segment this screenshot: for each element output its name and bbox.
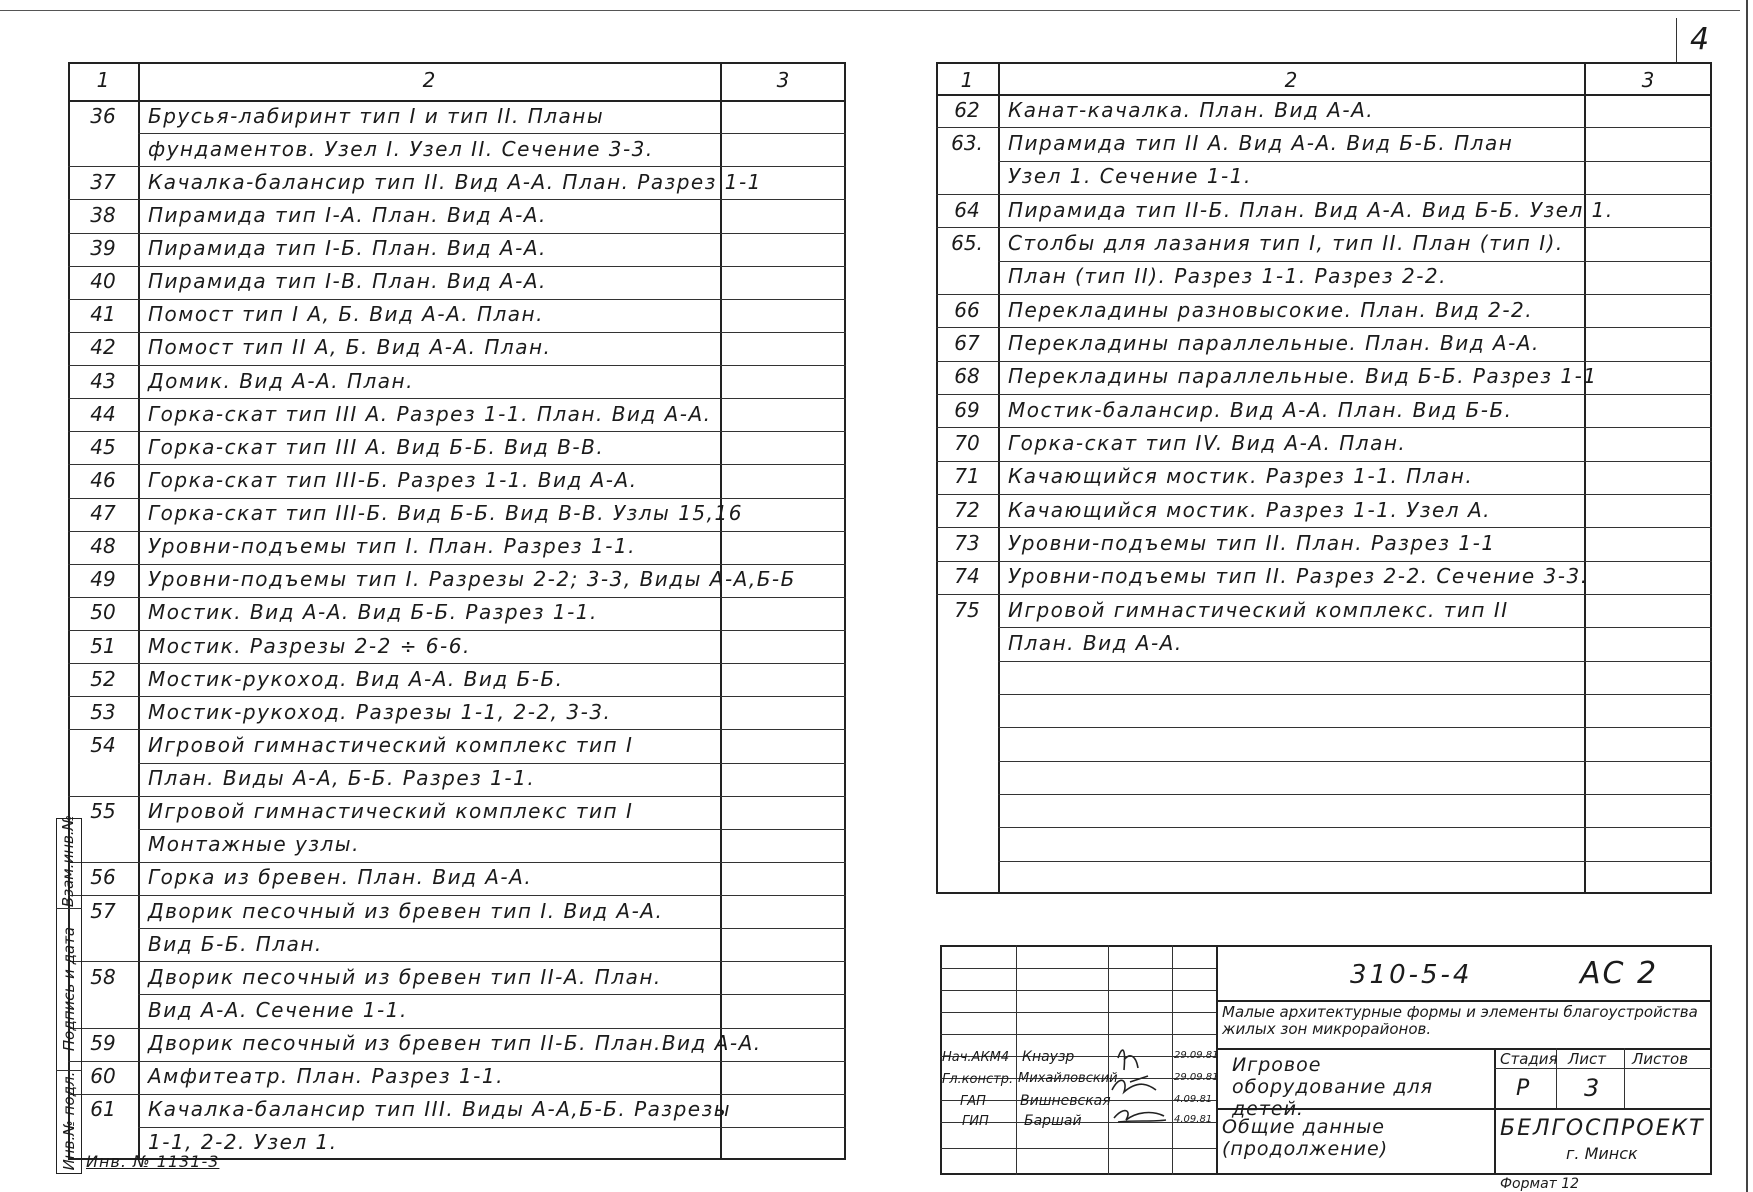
row-description: Помост тип II А, Б. Вид А-А. План. [148,335,552,360]
row-description: Мостик. Вид А-А. Вид Б-Б. Разрез 1-1. [148,600,598,625]
row-description: Дворик песочный из бревен тип I. Вид А-А. [148,898,664,923]
row-description: Канат-качалка. План. Вид А-А. [1008,97,1375,122]
row-number: 62 [954,97,980,122]
row-number: 68 [954,364,980,389]
row-description: Игровой гимнастический комплекс тип I [148,799,634,824]
row-description: План. Вид А-А. [1008,631,1183,655]
row-description: Столбы для лазания тип I, тип II. План (тип I). [1008,231,1564,255]
drawing-title: Игровое оборудование для детей. [1232,1054,1434,1120]
sheet-value: 3 [1584,1074,1600,1102]
row-number: 46 [90,467,116,492]
sig-date-2: 4.09.81 [1174,1094,1213,1105]
row-description: Мостик. Разрезы 2-2 ÷ 6-6. [148,633,471,658]
row-number: 57 [90,898,116,923]
row-description: План (тип II). Разрез 1-1. Разрез 2-2. [1008,264,1448,289]
row-description: Помост тип I А, Б. Вид А-А. План. [148,302,544,327]
row-number: 65. [951,231,983,255]
row-description: Пирамида тип II А. Вид А-А. Вид Б-Б. План [1008,131,1514,155]
organization: БЕЛГОСПРОЕКТ [1500,1116,1705,1141]
row-number: 38 [90,202,116,227]
row-number: 72 [954,497,980,522]
row-number: 61 [90,1097,116,1122]
row-description: План. Виды А-А, Б-Б. Разрез 1-1. [148,766,536,791]
row-number: 75 [954,597,980,622]
sig-role-1: Гл.констр. [942,1072,1014,1087]
row-description: Пирамида тип I-Б. План. Вид А-А. [148,236,547,261]
row-number: 71 [954,464,980,489]
sheet-header: Лист [1568,1050,1607,1068]
side-label-replacement: Взам.инв.№ [59,814,77,908]
row-number: 69 [954,397,980,422]
column-header-2: 2 [422,68,436,92]
row-number: 74 [954,564,980,589]
sig-date-3: 4.09.81 [1174,1114,1213,1125]
sig-name-0: Кнаузр [1022,1049,1075,1065]
row-description: Вид А-А. Сечение 1-1. [148,997,408,1022]
row-number: 41 [90,302,116,327]
row-description: Игровой гимнастический комплекс тип I [148,732,634,757]
document-code: 310-5-4 [1350,960,1473,990]
row-description: фундаментов. Узел I. Узел II. Сечение 3-3. [148,136,654,161]
row-description: Горка-скат тип III-Б. Вид Б-Б. Вид В-В. Узлы 15,16 [148,501,743,526]
row-description: Горка-скат тип III-Б. Разрез 1-1. Вид А-А. [148,467,638,492]
column-header-1: 1 [960,68,974,92]
row-description: Мостик-балансир. Вид А-А. План. Вид Б-Б. [1008,397,1513,422]
sig-role-2: ГАП [960,1094,986,1109]
sig-role-3: ГИП [962,1114,989,1129]
row-description: Мостик-рукоход. Вид А-А. Вид Б-Б. [148,666,564,691]
row-number: 53 [90,699,116,724]
format-label: Формат 12 [1500,1176,1580,1192]
column-header-2: 2 [1284,68,1298,92]
row-description: Горка-скат тип III А. Вид Б-Б. Вид В-В. [148,434,605,459]
row-description: 1-1, 2-2. Узел 1. [148,1130,338,1155]
row-description: Дворик песочный из бревен тип II-Б. План.Вид А-А. [148,1031,762,1056]
column-header-3: 3 [1641,68,1655,92]
row-description: Перекладины параллельные. План. Вид А-А. [1008,331,1540,355]
row-description: Узел 1. Сечение 1-1. [1008,164,1252,189]
row-description: Домик. Вид А-А. План. [148,368,414,393]
row-number: 49 [90,567,116,592]
row-number: 36 [90,103,116,128]
row-description: Дворик песочный из бревен тип II-А. План. [148,964,662,989]
row-description: Качалка-балансир тип II. Вид А-А. План. Разрез 1-1 [148,169,762,194]
row-number: 37 [90,169,116,194]
side-label-signature: Подпись и дата [60,926,78,1052]
row-number: 52 [90,666,116,691]
sig-date-0: 29.09.81 [1174,1050,1219,1061]
row-number: 44 [90,401,116,426]
row-description: Горка-скат тип IV. Вид А-А. План. [1008,431,1407,455]
row-number: 58 [90,964,116,989]
project-title: Малые архитектурные формы и элементы благоустройства жилых зон микрорайонов. [1222,1003,1698,1038]
row-description: Амфитеатр. План. Разрез 1-1. [148,1064,504,1089]
side-label-inventory: Инв.№ подл. [60,1071,78,1171]
column-header-1: 1 [96,68,110,92]
sig-name-1: Михайловский [1018,1071,1118,1086]
row-description: Уровни-подъемы тип I. План. Разрез 1-1. [148,534,637,559]
stage-header: Стадия [1500,1050,1558,1068]
row-description: Уровни-подъемы тип I. Разрезы 2-2; 3-3, Виды А-А,Б-Б [148,567,796,592]
row-number: 73 [954,531,980,555]
sig-role-0: Нач.АКМ4 [942,1050,1010,1065]
inventory-number: Инв. № 1131-3 [86,1152,220,1171]
row-number: 54 [90,732,116,757]
row-number: 55 [90,799,116,824]
row-number: 63. [951,131,983,155]
city: г. Минск [1566,1144,1638,1163]
sheets-header: Листов [1632,1050,1689,1068]
row-number: 39 [90,236,116,261]
row-number: 43 [90,368,116,393]
row-number: 59 [90,1031,116,1056]
row-description: Уровни-подъемы тип II. План. Разрез 1-1 [1008,531,1496,555]
row-description: Пирамида тип I-В. План. Вид А-А. [148,269,547,294]
row-number: 70 [954,431,980,455]
row-number: 48 [90,534,116,559]
row-number: 56 [90,865,116,890]
stage-value: Р [1516,1076,1530,1101]
row-number: 51 [90,633,116,658]
sig-name-3: Баршай [1024,1113,1082,1129]
row-description: Монтажные узлы. [148,832,360,857]
row-description: Горка-скат тип III А. Разрез 1-1. План. Вид А-А. [148,401,712,426]
column-header-3: 3 [776,68,790,92]
row-number: 45 [90,434,116,459]
sig-date-1: 29.09.81 [1174,1072,1219,1083]
row-description: Вид Б-Б. План. [148,931,323,956]
handwritten-signatures [1108,1040,1172,1148]
row-number: 42 [90,335,116,360]
row-number: 66 [954,297,980,322]
row-description: Игровой гимнастический комплекс. тип II [1008,597,1509,622]
row-number: 60 [90,1064,116,1089]
row-number: 64 [954,197,980,222]
sheet-name: Общие данные (продолжение) [1222,1116,1389,1160]
sig-name-2: Вишневская [1020,1093,1111,1109]
row-description: Горка из бревен. План. Вид А-А. [148,865,533,890]
row-description: Качающийся мостик. Разрез 1-1. Узел А. [1008,497,1491,522]
row-description: Перекладины параллельные. Вид Б-Б. Разрез 1-1 [1008,364,1598,389]
row-number: 50 [90,600,116,625]
row-description: Брусья-лабиринт тип I и тип II. Планы [148,103,605,128]
row-description: Пирамида тип II-Б. План. Вид А-А. Вид Б-Б. Узел 1. [1008,197,1614,222]
row-number: 67 [954,331,980,355]
sheet-mark: АС 2 [1580,956,1659,991]
row-number: 47 [90,501,116,526]
row-number: 40 [90,269,116,294]
row-description: Мостик-рукоход. Разрезы 1-1, 2-2, 3-3. [148,699,612,724]
sheet-number: 4 [1690,22,1711,57]
row-description: Качающийся мостик. Разрез 1-1. План. [1008,464,1474,489]
row-description: Пирамида тип I-А. План. Вид А-А. [148,202,547,227]
row-description: Перекладины разновысокие. План. Вид 2-2. [1008,297,1534,322]
row-description: Качалка-балансир тип III. Виды А-А,Б-Б. Разрезы [148,1097,731,1122]
row-description: Уровни-подъемы тип II. Разрез 2-2. Сечение 3-3. [1008,564,1589,589]
